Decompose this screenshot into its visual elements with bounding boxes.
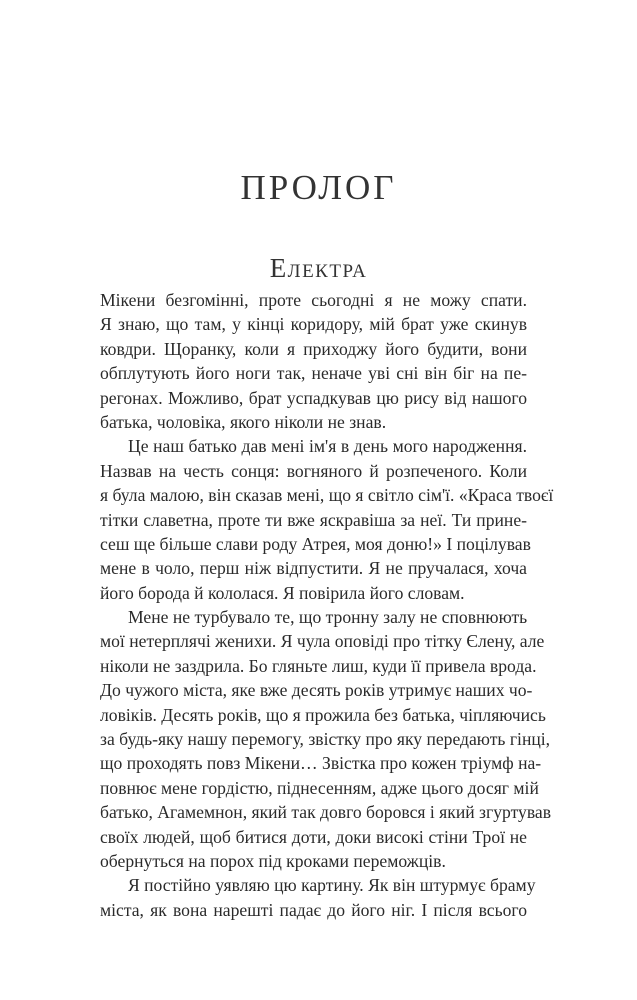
paragraph [100, 288, 527, 434]
text-line: ковдри. Щоранку, коли я приходжу його будити, вони [100, 338, 527, 359]
text-line: що проходять повз Мікени… Звістка про кожен тріумф на- [100, 753, 542, 774]
text-line: Я постійно уявляю цю картину. Як він штурмує браму [128, 875, 536, 896]
text-line: ніколи не заздрила. Бо гляньте лиш, куди її привела врода. [100, 655, 537, 676]
text-line: обернуться на порох під кроками переможців. [100, 850, 446, 871]
text-line: батька, чоловіка, якого ніколи не знав. [100, 411, 387, 432]
text-line: його борода й кололася. Я повірила його словам. [100, 582, 465, 603]
paragraph [100, 873, 536, 922]
text-line: регонах. Можливо, брат успадкував цю рису від нашого [100, 387, 527, 408]
text-line: Мене не турбувало те, що тронну залу не сповнюють [128, 607, 528, 628]
text-line: обплутують його ноги так, неначе уві сні він біг на пе- [100, 363, 527, 384]
text-line: Мікени безгомінні, проте сьогодні я не можу спати. [100, 290, 527, 310]
text-line: батько, Агамемнон, який так довго боровся і який згуртував [100, 802, 552, 823]
chapter-title: ПРОЛОГ [240, 168, 397, 207]
text-line: Це наш батько дав мені ім'я в день мого народження. [128, 436, 527, 457]
text-line: Я знаю, що там, у кінці коридору, мій брат уже скинув [100, 314, 527, 335]
text-line: за будь-яку нашу перемогу, звістку про яку передають гінці, [100, 729, 551, 750]
text-line: До чужого міста, яке вже десять років утримує наших чо- [100, 680, 533, 701]
text-line: своїх людей, щоб битися доти, доки високі стіни Трої не [100, 826, 527, 847]
text-line: ловіків. Десять років, що я прожила без батька, чіпляючись [100, 704, 546, 725]
text-line: повнює мене гордістю, піднесенням, адже цього досяг мій [100, 777, 539, 798]
text-line: мої нетерплячі женихи. Я чула оповіді про тітку Єлену, але [100, 631, 545, 652]
paragraph [100, 434, 554, 605]
paragraph [100, 605, 552, 873]
text-line: сеш ще більше слави роду Атрея, моя доню!» І поцілував [100, 533, 531, 554]
chapter-subtitle: Електра [269, 253, 368, 283]
text-line: тітки славетна, проте ти вже яскравіша за неї. Ти прине- [100, 509, 527, 530]
body-text [100, 288, 554, 922]
text-line: Назвав на честь сонця: вогняного й розпеченого. Коли [100, 460, 527, 481]
text-line: я була малою, він сказав мені, що я світло сім'ї. «Краса твоєї [100, 485, 554, 506]
text-line: міста, як вона нарешті падає до його ніг. І після всього [100, 899, 527, 920]
text-line: мене в чоло, перш ніж відпустити. Я не пручалася, хоча [100, 558, 527, 579]
